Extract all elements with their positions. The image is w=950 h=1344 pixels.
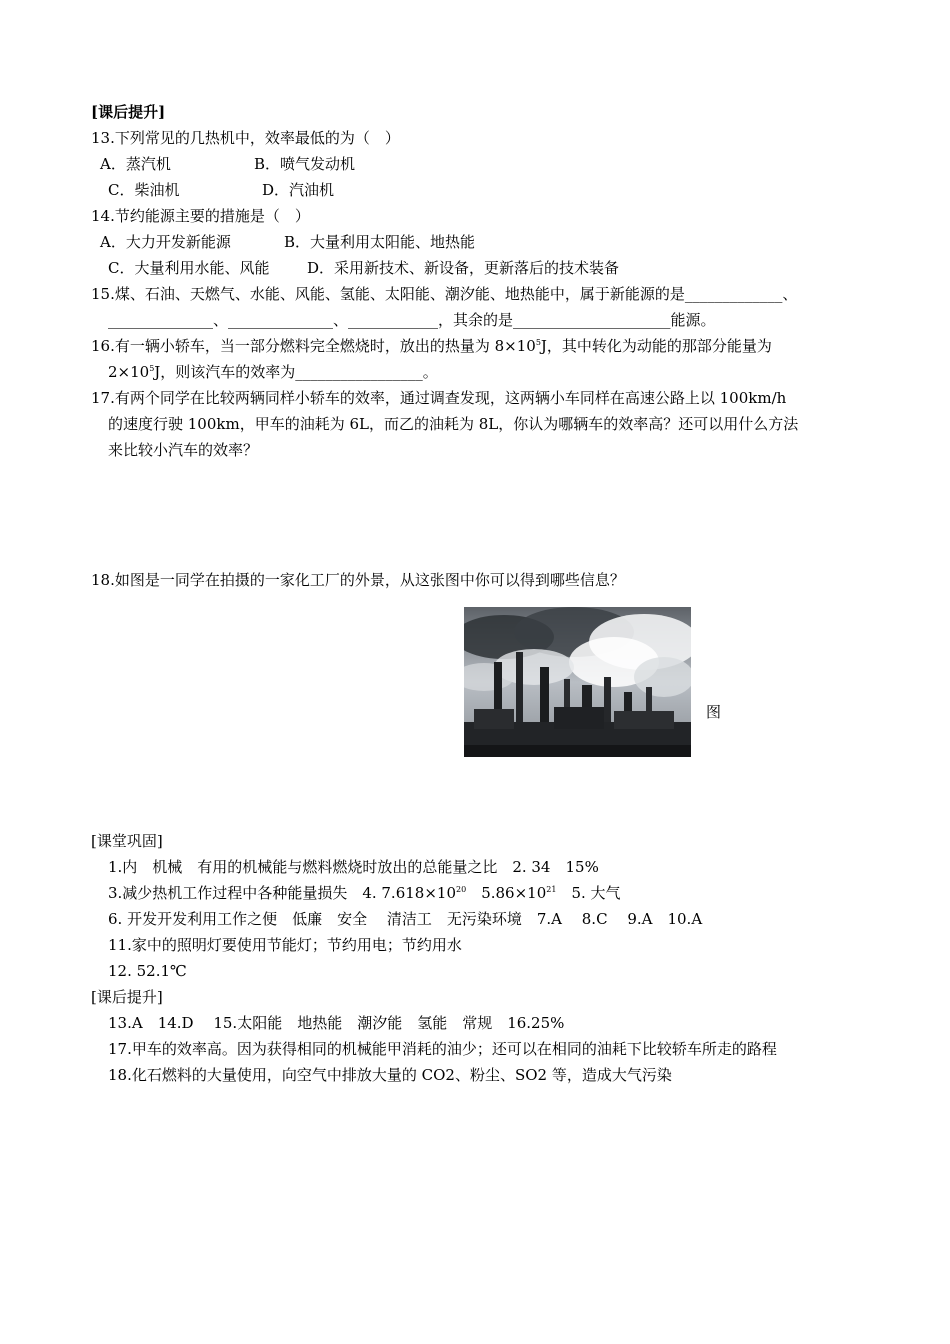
- answer-6: 6. 开发开发利用工作之便 低廉 安全 清洁工 无污染环境 7.A 8.C 9.A 10.A: [108, 910, 703, 928]
- answer-12: 12. 52.1℃: [108, 962, 187, 980]
- answer-18: 18.化石燃料的大量使用，向空气中排放大量的 CO2、粉尘、SO2 等，造成大气污染: [108, 1066, 672, 1084]
- q16-exponent-1: 5: [535, 338, 541, 347]
- question-18: 18.如图是一同学在拍摄的一家化工厂的外景，从这张图中你可以得到哪些信息？: [91, 571, 625, 589]
- q16-exponent-2: 5: [149, 364, 155, 373]
- answer-3-exponent-2: 21: [546, 885, 557, 894]
- q13-option-a: A．蒸汽机: [100, 155, 171, 173]
- answer-3-text-c: 5. 大气: [556, 884, 621, 902]
- question-16-line-1: [91, 336, 772, 356]
- answer-3-text-a: 3.减少热机工作过程中各种能量损失 4. 7.618×10: [108, 884, 456, 902]
- factory-photo: [464, 607, 691, 757]
- answer-3-exponent-1: 20: [456, 885, 467, 894]
- question-14: 14.节约能源主要的措施是（ ）: [91, 207, 310, 225]
- answer-13-16: 13.A 14.D 15.太阳能 地热能 潮汐能 氢能 常规 16.25%: [108, 1014, 565, 1032]
- question-17-line-3: 来比较小汽车的效率？: [108, 441, 259, 459]
- question-15-line-1: 15.煤、石油、天燃气、水能、风能、氢能、太阳能、潮汐能、地热能中，属于新能源的是_____________、: [91, 285, 798, 303]
- q13-option-c: C．柴油机: [108, 181, 180, 199]
- q13-option-b: B．喷气发动机: [254, 155, 356, 173]
- q16-text-a: 16.有一辆小轿车，当一部分燃料完全燃烧时，放出的热量为 8×10: [91, 337, 536, 355]
- q16-text-c: 2×10: [108, 363, 150, 381]
- answer-3-text-b: 5.86×10: [466, 884, 547, 902]
- answers-header-in-class: [课堂巩固]: [91, 832, 163, 850]
- q14-option-b: B．大量利用太阳能、地热能: [284, 233, 476, 251]
- question-13: 13.下列常见的几热机中，效率最低的为（ ）: [91, 129, 400, 147]
- q16-text-b: J，其中转化为动能的那部分能量为: [540, 337, 772, 355]
- q14-option-a: A．大力开发新能源: [100, 233, 231, 251]
- answer-17: 17.甲车的效率高。因为获得相同的机械能甲消耗的油少；还可以在相同的油耗下比较轿车所走的路程: [108, 1040, 777, 1058]
- answer-1: 1.内 机械 有用的机械能与燃料燃烧时放出的总能量之比 2. 34 15%: [108, 858, 599, 876]
- q13-option-d: D．汽油机: [262, 181, 335, 199]
- section-header-after-class: [课后提升]: [91, 103, 166, 121]
- answer-11: 11.家中的照明灯要使用节能灯；节约用电；节约用水: [108, 936, 462, 954]
- question-17-line-2: 的速度行驶 100km，甲车的油耗为 6L，而乙的油耗为 8L，你认为哪辆车的效率高？还可以用什么方法: [108, 415, 799, 433]
- q16-text-d: J，则该汽车的效率为_________________。: [154, 363, 438, 381]
- answer-3: [108, 883, 621, 903]
- question-16-line-2: [108, 362, 438, 382]
- figure-label: 图: [706, 703, 722, 721]
- q14-option-c: C．大量利用水能、风能: [108, 259, 270, 277]
- question-17-line-1: 17.有两个同学在比较两辆同样小轿车的效率，通过调查发现，这两辆小车同样在高速公路上以 100km/h: [91, 389, 787, 407]
- question-15-line-2: ______________、______________、____________，其余的是_____________________能源。: [108, 311, 716, 329]
- answers-header-after-class: [课后提升]: [91, 988, 163, 1006]
- q14-option-d: D．采用新技术、新设备，更新落后的技术装备: [307, 259, 620, 277]
